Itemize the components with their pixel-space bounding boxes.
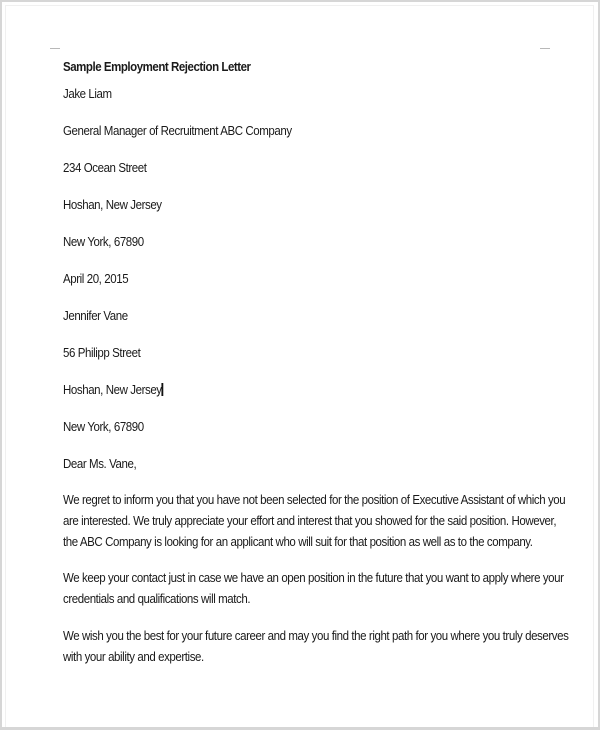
paragraph-line: credentials and qualifications will match. <box>63 592 251 606</box>
paragraph-line: are interested. We truly appreciate your effort and interest that you showed for the said position. However, <box>63 514 557 528</box>
top-right-margin-mark <box>540 48 550 49</box>
top-left-margin-mark <box>50 48 60 49</box>
text-cursor <box>162 383 163 396</box>
letter-date: April 20, 2015 <box>63 272 129 286</box>
body-paragraph-1 <box>63 490 566 553</box>
paragraph-line: with your ability and expertise. <box>63 650 204 664</box>
sender-name: Jake Liam <box>63 87 112 101</box>
paragraph-line: We wish you the best for your future career and may you find the right path for you where you truly deserves <box>63 629 569 643</box>
paragraph-line: the ABC Company is looking for an applicant who will suit for that position as well as to the company. <box>63 535 533 549</box>
salutation: Dear Ms. Vane, <box>63 457 137 471</box>
recipient-name: Jennifer Vane <box>63 309 128 323</box>
sender-city-state: Hoshan, New Jersey <box>63 198 162 212</box>
paragraph-line: We keep your contact just in case we have an open position in the future that you want to apply where your <box>63 571 564 585</box>
body-paragraph-2 <box>63 568 564 610</box>
recipient-city-state: Hoshan, New Jersey <box>63 383 162 397</box>
recipient-city-state-line <box>63 382 163 398</box>
body-paragraph-3 <box>63 626 569 668</box>
document-page[interactable] <box>5 5 594 727</box>
letter-title: Sample Employment Rejection Letter <box>63 60 251 74</box>
paragraph-line: We regret to inform you that you have not been selected for the position of Executive Assistant of which you <box>63 493 566 507</box>
recipient-street: 56 Philipp Street <box>63 346 141 360</box>
sender-street: 234 Ocean Street <box>63 161 147 175</box>
sender-city-zip: New York, 67890 <box>63 235 144 249</box>
recipient-city-zip: New York, 67890 <box>63 420 144 434</box>
sender-position: General Manager of Recruitment ABC Company <box>63 124 292 138</box>
